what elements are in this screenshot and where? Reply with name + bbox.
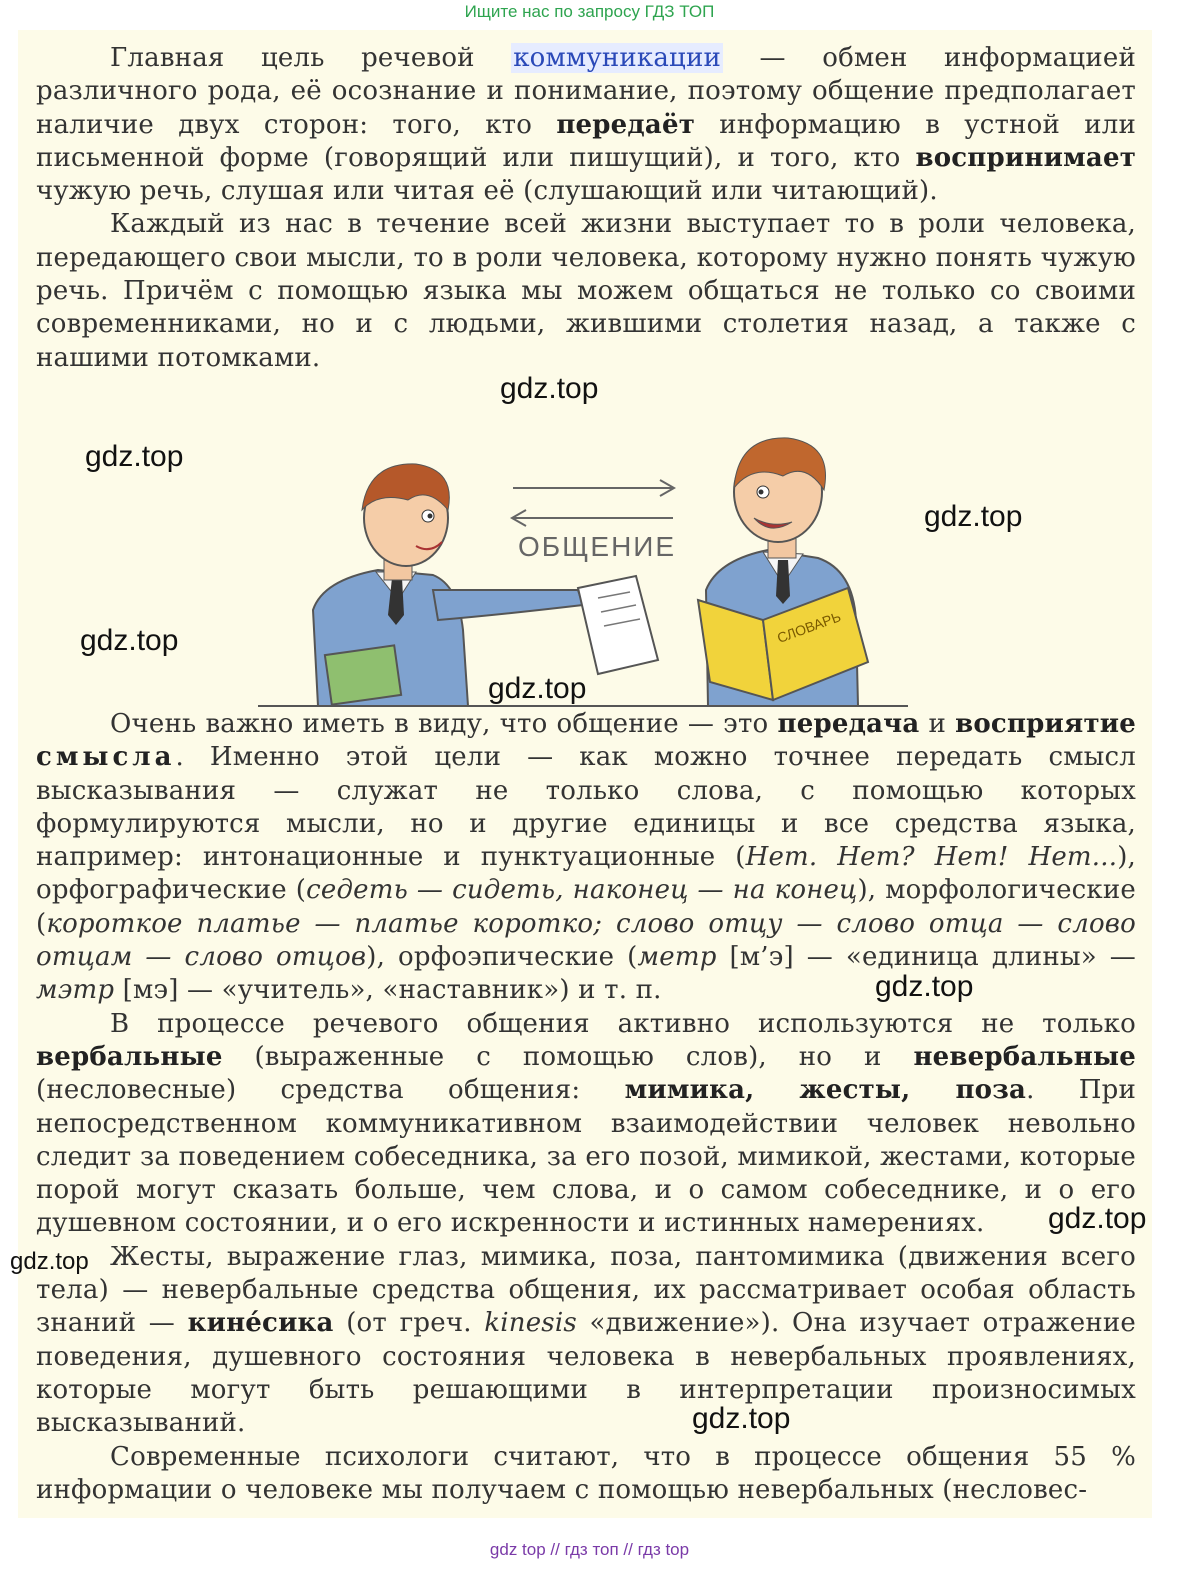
paragraph-5 xyxy=(36,1241,1136,1441)
watermark: gdz.top xyxy=(924,500,1023,533)
p3-text-b: и xyxy=(919,709,956,739)
watermark: gdz.top xyxy=(500,372,599,405)
p4-text-c: (несловесные) средства общения: xyxy=(36,1075,625,1106)
p3-text-a: Очень важно иметь в виду, что общение — это xyxy=(110,709,778,739)
p3-text-f: ), орфоэпические ( xyxy=(366,942,638,973)
p5-text-b: (от греч. xyxy=(333,1308,485,1339)
illustration-label: ОБЩЕНИЕ xyxy=(518,531,677,562)
footer-links[interactable]: gdz top // гдз топ // гдз top xyxy=(489,1540,690,1559)
p3-bold-peredacha: передача xyxy=(777,709,920,739)
p4-bold-mimika: мимика, жесты, поза xyxy=(624,1075,1027,1106)
p5-text-a: Жесты, выражение глаз, мимика, поза, пантомимика (движения всего тела) — невербальные средства общения, их рассматривает особая область знаний — xyxy=(36,1241,1136,1339)
left-boy-figure xyxy=(313,464,658,706)
watermark: gdz.top xyxy=(692,1402,791,1435)
paragraph-3 xyxy=(36,708,1136,1008)
p4-bold-neverbalnye: невербальные xyxy=(913,1041,1136,1072)
p3-example-1: Нет. Нет? Нет! Нет... xyxy=(745,842,1118,873)
arrows-icon xyxy=(512,480,674,526)
p3-example-5: мэтр xyxy=(36,975,115,1006)
watermark: gdz.top xyxy=(80,624,179,657)
watermark: gdz.top xyxy=(875,970,974,1003)
p4-bold-verbalnye: вербальные xyxy=(36,1041,223,1072)
p5-bold-kinesika: кинéсика xyxy=(187,1308,334,1339)
p1-text-a: Главная цель речевой xyxy=(110,43,512,73)
p1-text-d: чужую речь, слушая или читая её (слушающий или читающий). xyxy=(36,176,938,207)
p5-example-kinesis: kinesis xyxy=(484,1308,577,1339)
watermark: gdz.top xyxy=(488,672,587,705)
p3-text-c: . Именно этой цели — как можно точнее передать смысл высказывания — служат не только слова, с помощью которых формулируются мысли, но и другие единицы и все средства языка, например: интонационные и пунктуационные ( xyxy=(36,742,1136,873)
text-section-bottom xyxy=(36,708,1136,1507)
p3-bold-smysla: смысла xyxy=(36,742,176,773)
right-boy-figure xyxy=(698,438,868,706)
communication-illustration xyxy=(258,400,918,710)
p4-text-a: В процессе речевого общения активно используются не только xyxy=(110,1008,1136,1039)
watermark: gdz.top xyxy=(85,440,184,473)
dictionary-book-label: СЛОВАРЬ xyxy=(774,608,843,646)
term-link-kommunikatsii[interactable]: коммуникации xyxy=(513,43,722,73)
p3-text-h: [мэ] — «учитель», «наставник») и т. п. xyxy=(114,975,662,1006)
p4-text-b: (выраженные с помощью слов), но и xyxy=(222,1041,914,1072)
promo-banner: Ищите нас по запросу ГДЗ ТОП xyxy=(464,2,715,21)
p1-bold-peredaet: передаёт xyxy=(556,109,696,140)
paragraph-1 xyxy=(36,42,1136,208)
p4-text-d: . При непосредственном коммуникативном взаимодействии человек невольно следит за поведением собеседника, за его позой, мимикой, жестами, которые порой могут сказать больше, чем слова, и о самом собеседнике, и о его душевном состоянии, и о его искренности и истинных намерениях. xyxy=(36,1075,1136,1239)
paragraph-4 xyxy=(36,1008,1136,1241)
p3-text-d: ), орфографические ( xyxy=(36,842,1136,906)
p3-bold-vospriyatie: восприятие xyxy=(955,709,1136,739)
p3-example-2: седеть — сидеть, наконец — на конец xyxy=(306,875,858,906)
p3-example-3: короткое платье — платье коротко; слово отцу — слово отца — слово отцам — слово отцов xyxy=(36,908,1136,973)
p1-bold-vosprinimaet: воспринимает xyxy=(915,142,1136,173)
text-section-top xyxy=(36,42,1136,375)
watermark: gdz.top xyxy=(1048,1202,1147,1235)
paragraph-6: Современные психологи считают, что в процессе общения 55 % информации о человеке мы получаем с помощью невербальных (несловес- xyxy=(36,1441,1136,1505)
p5-text-c: «движение»). Она изучает отражение поведения, душевного состояния человека в невербальных проявлениях, которые могут быть решающими в интерпретации произносимых высказываний. xyxy=(36,1308,1137,1439)
watermark: gdz.top xyxy=(10,1248,89,1275)
p1-text-c: информацию в устной или письменной форме (говорящий или пишущий), и того, кто xyxy=(36,109,1136,173)
p3-example-4: метр xyxy=(637,942,717,973)
p3-text-g: [м’э] — «единица длины» — xyxy=(716,942,1136,973)
p3-text-e: ), морфологические ( xyxy=(36,875,1136,939)
paragraph-2: Каждый из нас в течение всей жизни выступает то в роли человека, передающего свои мысли, то в роли человека, которому нужно понять чужую речь. Причём с помощью языка мы можем общаться не только со своими современниками, но и с людьми, жившими столетия назад, а также с нашими потомками. xyxy=(36,209,1136,373)
p1-text-b: — обмен информацией различного рода, её осознание и понимание, поэтому общение предполагает наличие двух сторон: того, кто xyxy=(36,43,1136,140)
textbook-page xyxy=(18,30,1152,1518)
